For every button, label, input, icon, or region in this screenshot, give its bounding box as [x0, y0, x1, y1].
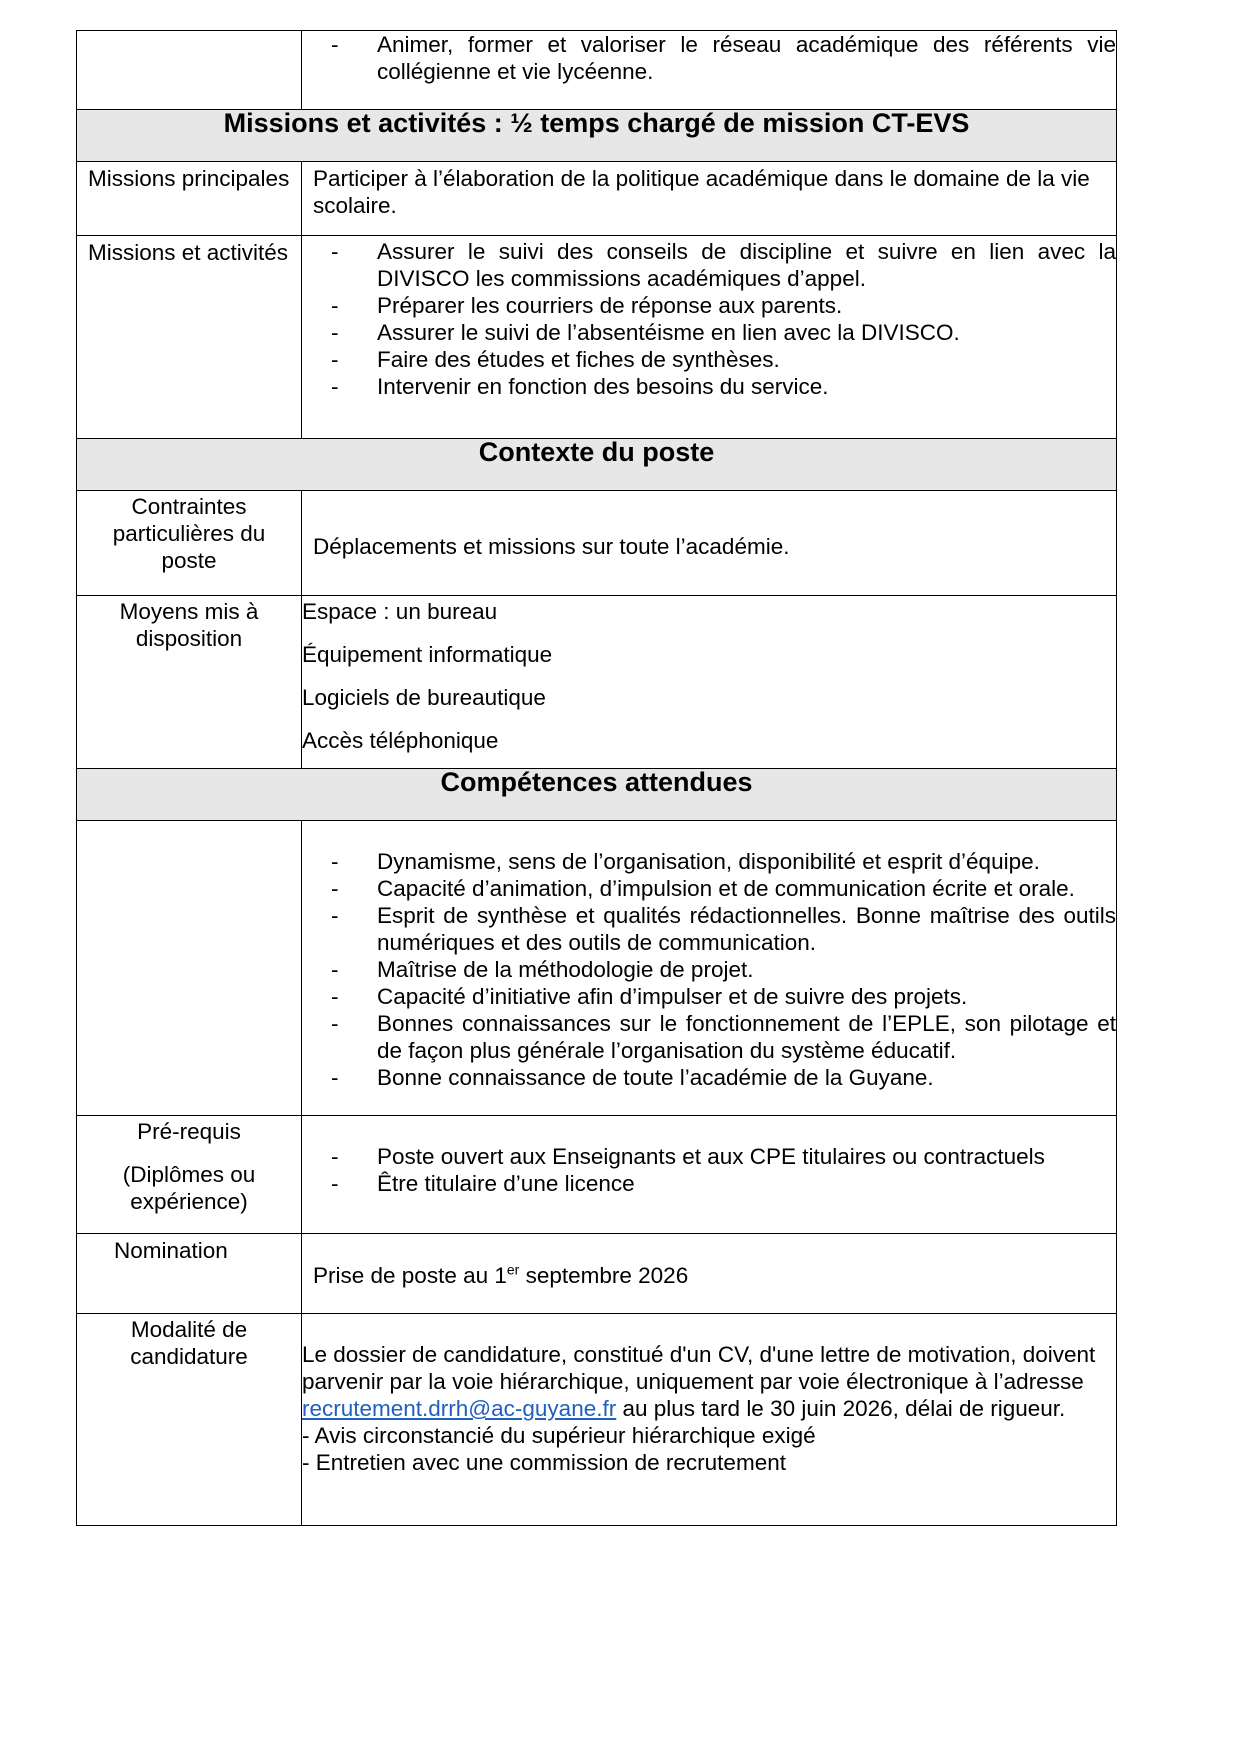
list-item: - Esprit de synthèse et qualités rédactionnelles. Bonne maîtrise des outils numériques et des outils de communication.	[377, 902, 1116, 956]
contraintes-row	[77, 491, 1117, 596]
intro-list	[302, 31, 1116, 85]
section-heading-missions: Missions et activités : ½ temps chargé de mission CT-EVS	[77, 110, 1117, 162]
intro-label-cell	[77, 31, 302, 110]
modalite-label: Modalité de candidature	[130, 1317, 248, 1369]
moyens-item: Équipement informatique	[302, 642, 553, 667]
competences-list	[302, 848, 1116, 1091]
nomination-text: Prise de poste au 1er septembre 2026	[313, 1261, 689, 1288]
nomination-label: Nomination	[114, 1238, 228, 1263]
missions-activites-label: Missions et activités	[88, 240, 289, 265]
list-item: - Intervenir en fonction des besoins du service.	[377, 373, 1116, 400]
section-heading-competences: Compétences attendues	[77, 769, 1117, 821]
email-link[interactable]: recrutement.drrh@ac-guyane.fr	[302, 1396, 617, 1421]
competences-row	[77, 821, 1117, 1116]
list-item: - Assurer le suivi des conseils de discipline et suivre en lien avec la DIVISCO les commissions académiques d’appel.	[377, 238, 1116, 292]
section-heading-contexte: Contexte du poste	[77, 439, 1117, 491]
missions-activites-list	[302, 236, 1116, 400]
list-item: - Bonne connaissance de toute l’académie de la Guyane.	[377, 1064, 1116, 1091]
list-item: - Bonnes connaissances sur le fonctionnement de l’EPLE, son pilotage et de façon plus générale l’organisation du système éducatif.	[377, 1010, 1116, 1064]
modalite-line: - Entretien avec une commission de recrutement	[302, 1450, 786, 1475]
competences-heading-row	[77, 769, 1117, 821]
missions-principales-text: Participer à l’élaboration de la politique académique dans le domaine de la vie scolaire.	[313, 166, 1090, 218]
contexte-heading-row	[77, 439, 1117, 491]
moyens-item: Logiciels de bureautique	[302, 685, 546, 710]
prerequis-label: Pré-requis	[137, 1119, 241, 1144]
list-item: - Poste ouvert aux Enseignants et aux CPE titulaires ou contractuels	[377, 1143, 1116, 1170]
moyens-item: Espace : un bureau	[302, 599, 498, 624]
list-item: - Animer, former et valoriser le réseau académique des référents vie collégienne et vie lycéenne.	[377, 31, 1116, 85]
job-description-table	[76, 30, 1117, 1526]
missions-principales-row	[77, 162, 1117, 236]
list-item: - Assurer le suivi de l’absentéisme en lien avec la DIVISCO.	[377, 319, 1116, 346]
nomination-row	[77, 1234, 1117, 1314]
moyens-label: Moyens mis à disposition	[119, 599, 259, 651]
contraintes-text: Déplacements et missions sur toute l’académie.	[313, 533, 790, 559]
modalite-line: - Avis circonstancié du supérieur hiérarchique exigé	[302, 1423, 816, 1448]
moyens-row	[77, 596, 1117, 769]
intro-row	[77, 31, 1117, 110]
missions-heading-row	[77, 110, 1117, 162]
modalite-row	[77, 1314, 1117, 1526]
intro-content-cell	[302, 31, 1117, 110]
prerequis-list	[302, 1143, 1116, 1197]
list-item: - Préparer les courriers de réponse aux parents.	[377, 292, 1116, 319]
prerequis-sublabel: (Diplômes ou expérience)	[122, 1162, 256, 1214]
missions-principales-label: Missions principales	[88, 166, 290, 191]
moyens-item: Accès téléphonique	[302, 728, 499, 753]
contraintes-label: Contraintes particulières du poste	[112, 494, 266, 573]
prerequis-row	[77, 1116, 1117, 1234]
list-item: - Être titulaire d’une licence	[377, 1170, 1116, 1197]
list-item: - Capacité d’initiative afin d’impulser et de suivre des projets.	[377, 983, 1116, 1010]
list-item: - Maîtrise de la méthodologie de projet.	[377, 956, 1116, 983]
list-item: - Dynamisme, sens de l’organisation, disponibilité et esprit d’équipe.	[377, 848, 1116, 875]
list-item: - Capacité d’animation, d’impulsion et de communication écrite et orale.	[377, 875, 1116, 902]
missions-activites-row	[77, 236, 1117, 439]
modalite-paragraph: Le dossier de candidature, constitué d'un CV, d'une lettre de motivation, doivent parvenir par la voie hiérarchique, uniquement par voie électronique à l’adresse recrutement.drrh@ac-guyane.fr au plus tard le 30 juin 2026, délai de rigueur.	[302, 1342, 1096, 1421]
list-item: - Faire des études et fiches de synthèses.	[377, 346, 1116, 373]
